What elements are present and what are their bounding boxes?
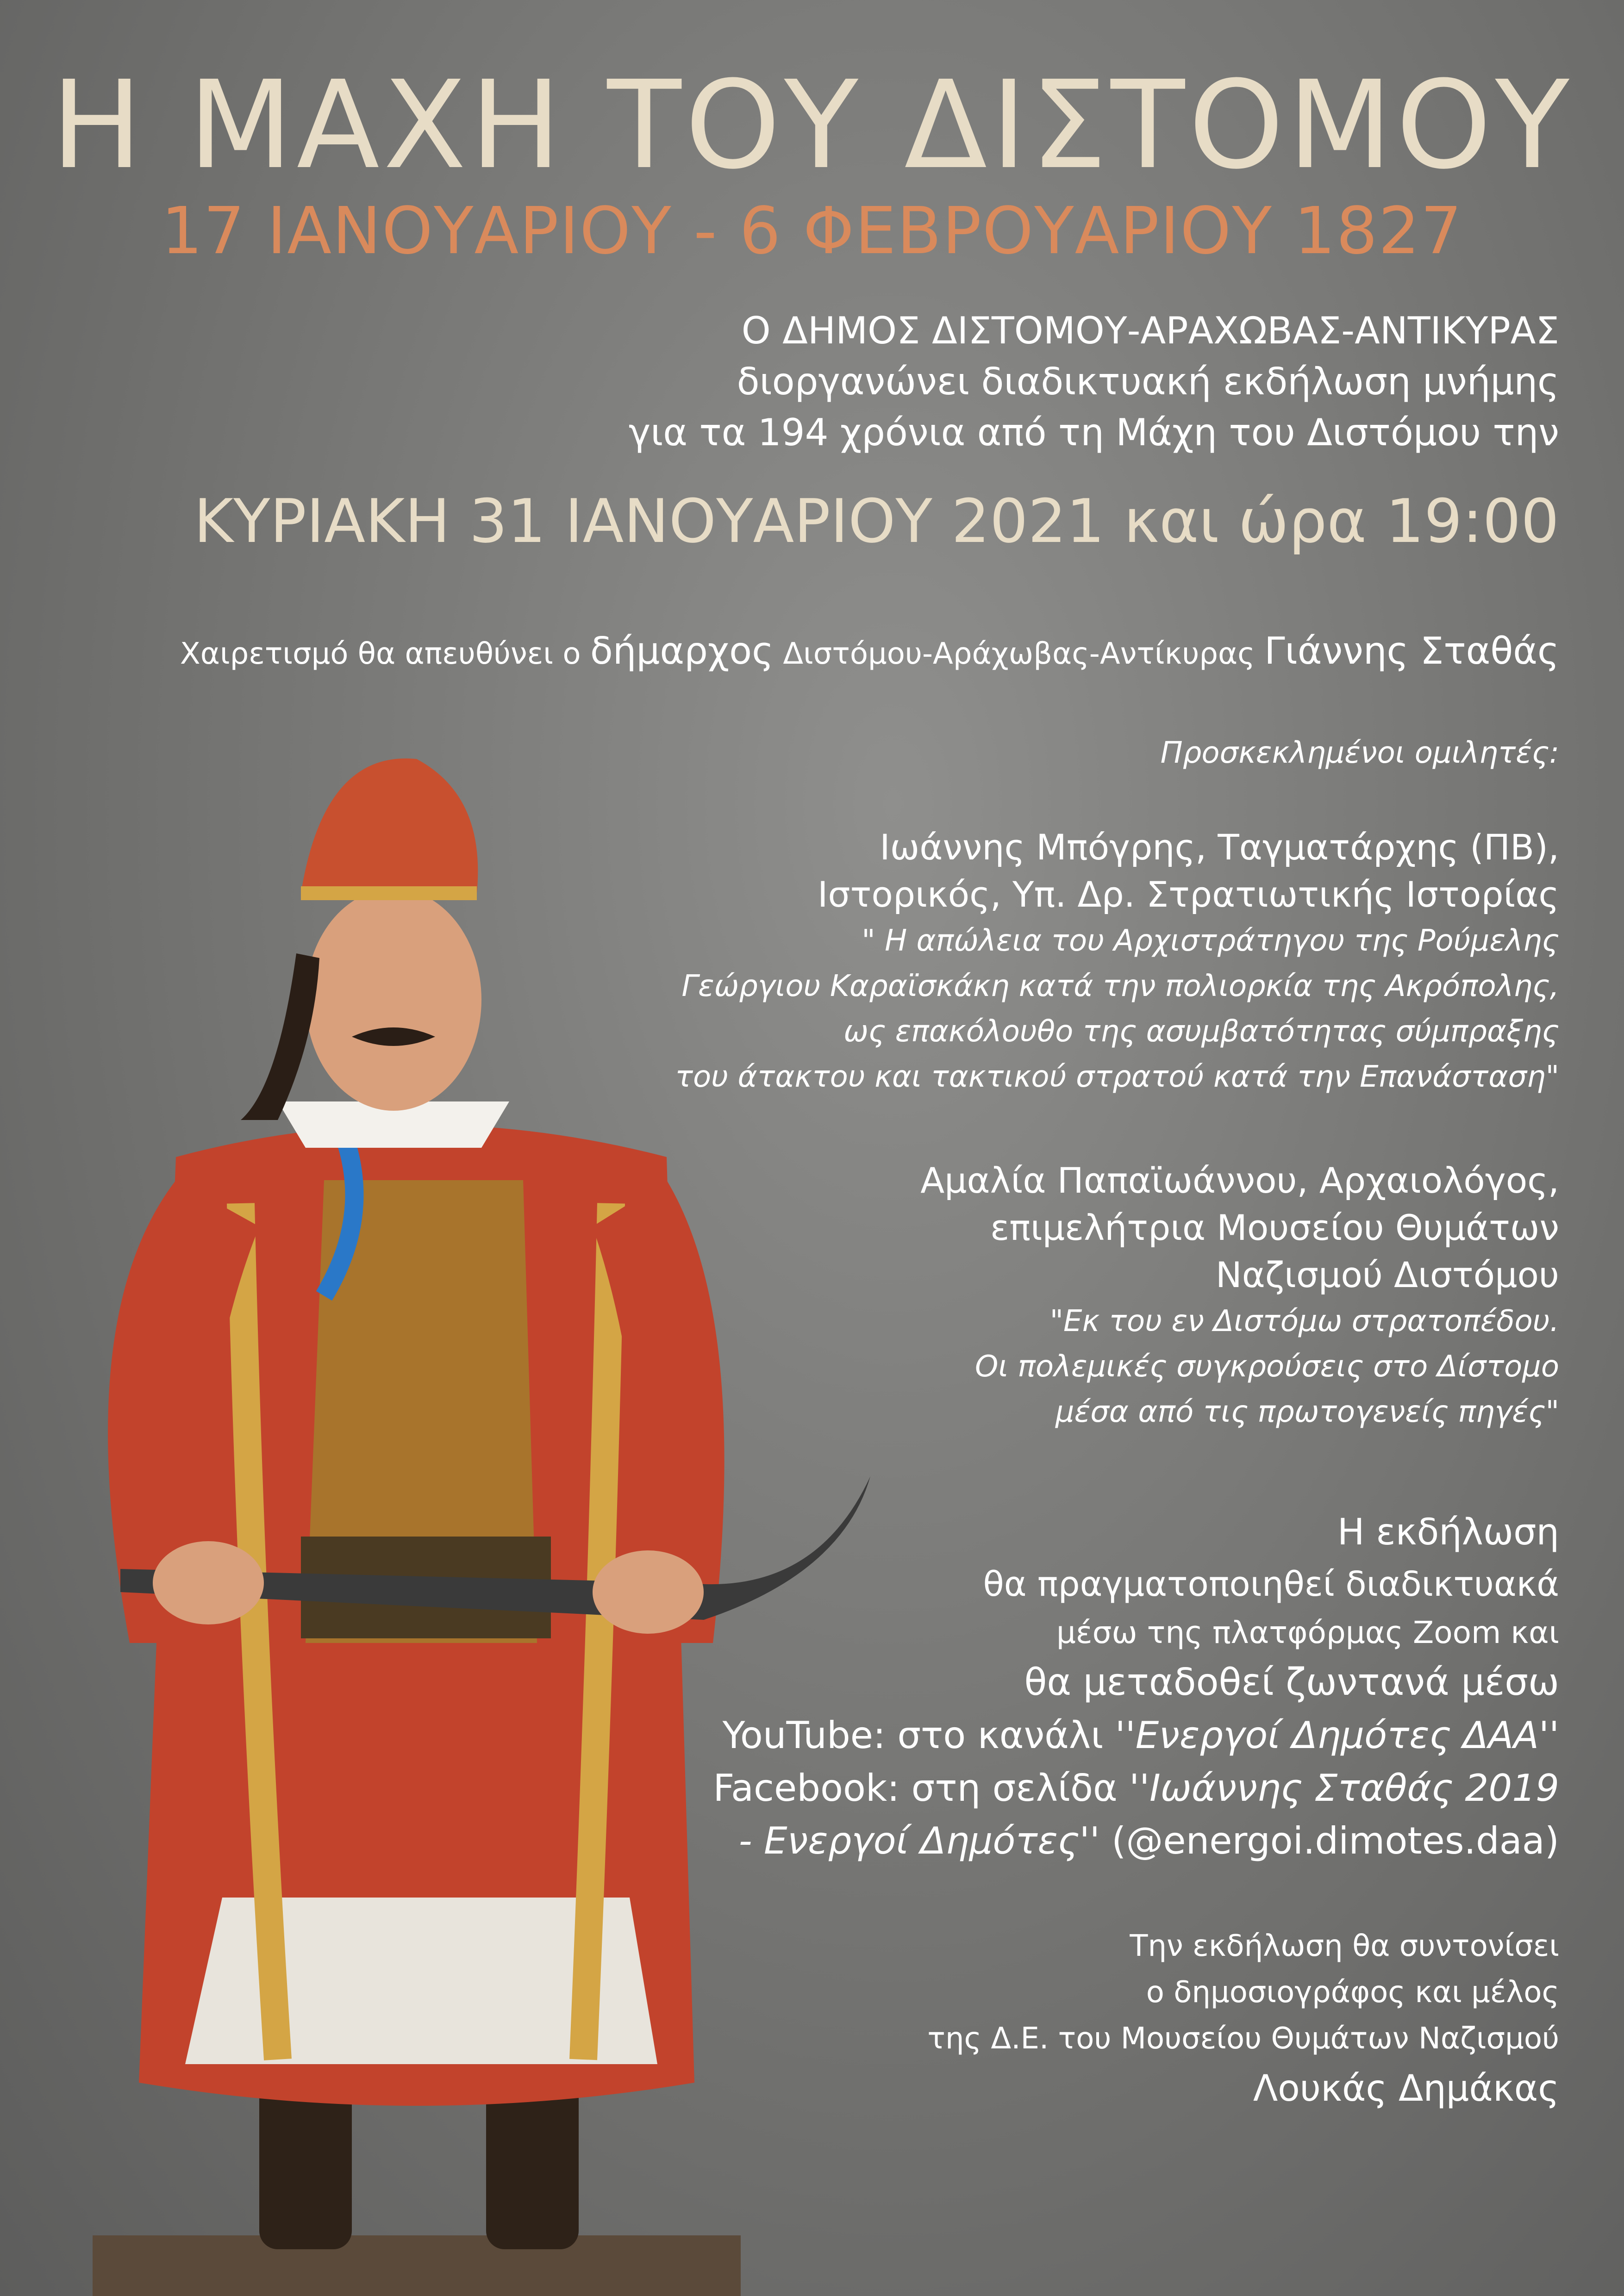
greeting-role: δήμαρχος xyxy=(590,629,774,672)
event-date: ΚΥΡΙΑΚΗ 31 ΙΑΝΟΥΑΡΙΟΥ 2021 xyxy=(194,486,1105,556)
facebook-label: Facebook: στη σελίδα xyxy=(713,1767,1118,1810)
figure-base xyxy=(93,2235,741,2296)
talk-title-line: Οι πολεμικές συγκρούσεις στο Δίστομο xyxy=(975,1350,1559,1384)
facebook-page: ''Ιωάννης Σταθάς 2019 xyxy=(1129,1767,1559,1810)
youtube-label: YouTube: στο κανάλι xyxy=(722,1714,1104,1757)
speaker-role: Ιστορικός, Υπ. Δρ. Στρατιωτικής Ιστορίας xyxy=(818,874,1559,915)
event-details xyxy=(713,1506,1559,1867)
greeting-prefix: Χαιρετισμό θα απευθύνει ο xyxy=(180,637,581,671)
event-line: θα πραγματοποιηθεί διαδικτυακά xyxy=(983,1564,1559,1604)
speaker-2 xyxy=(920,1157,1559,1435)
talk-title-line: " Η απώλεια του Αρχιστράτηγου της Ρούμελης xyxy=(862,924,1559,958)
event-datetime xyxy=(194,488,1559,554)
speaker-role: Ναζισμού Διστόμου xyxy=(1215,1254,1559,1295)
speaker-1 xyxy=(675,824,1559,1100)
coordinator-line: ο δημοσιογράφος και μέλος xyxy=(1146,1975,1559,2010)
youtube-channel: ''Ενεργοί Δημότες ΔΑΑ'' xyxy=(1115,1714,1559,1757)
intro-line: Ο ΔΗΜΟΣ ΔΙΣΤΟΜΟΥ-ΑΡΑΧΩΒΑΣ-ΑΝΤΙΚΥΡΑΣ xyxy=(741,309,1559,352)
greeting-municipality: Διστόμου-Αράχωβας-Αντίκυρας xyxy=(783,637,1255,671)
left-hand xyxy=(153,1541,264,1624)
battle-dates: 17 ΙΑΝΟΥΑΡΙΟΥ - 6 ΦΕΒΡΟΥΑΡΙΟΥ 1827 xyxy=(161,193,1463,269)
hair xyxy=(241,953,319,1120)
talk-title-line: ως επακόλουθο της ασυμβατότητας σύμπραξης xyxy=(843,1014,1559,1049)
event-line: θα μεταδοθεί ζωντανά μέσω xyxy=(1024,1661,1559,1704)
coordinator-line: Την εκδήλωση θα συντονίσει xyxy=(1130,1929,1559,1963)
right-hand xyxy=(593,1550,704,1634)
facebook-line xyxy=(713,1762,1559,1815)
coordinator-name: Λουκάς Δημάκας xyxy=(1253,2068,1559,2109)
youtube-line xyxy=(713,1709,1559,1762)
intro-line: διοργανώνει διαδικτυακή εκδήλωση μνήμης xyxy=(737,360,1559,403)
coordinator-line: της Δ.Ε. του Μουσείου Θυμάτων Ναζισμού xyxy=(927,2022,1559,2056)
event-title: Η ΜΑΧΗ ΤΟΥ ΔΙΣΤΟΜΟΥ xyxy=(51,55,1573,196)
event-line: μέσω της πλατφόρμας Zoom και xyxy=(1056,1615,1559,1650)
facebook-handle: (@energoi.dimotes.daa) xyxy=(1112,1819,1559,1862)
coordinator-block xyxy=(927,1923,1559,2116)
face xyxy=(306,889,481,1111)
talk-title-line: του άτακτου και τακτικού στρατού κατά την Επανάσταση" xyxy=(675,1060,1559,1094)
speaker-role: επιμελήτρια Μουσείου Θυμάτων xyxy=(990,1207,1559,1248)
event-time: και ώρα 19:00 xyxy=(1124,486,1559,556)
speakers-heading: Προσκεκλημένοι ομιλητές: xyxy=(1160,736,1559,770)
talk-title-line: Γεώργιου Καραϊσκάκη κατά την πολιορκία της Ακρόπολης, xyxy=(681,969,1559,1003)
talk-title-line: "Εκ του εν Διστόμω στρατοπέδου. xyxy=(1049,1304,1559,1338)
speaker-name: Ιωάννης Μπόγρης, Ταγματάρχης (ΠΒ), xyxy=(880,827,1559,868)
talk-title-line: μέσα από τις πρωτογενείς πηγές" xyxy=(1055,1395,1559,1429)
red-fez xyxy=(301,759,478,893)
event-line: Η εκδήλωση xyxy=(1337,1512,1559,1553)
facebook-line-2 xyxy=(713,1815,1559,1867)
speaker-name: Αμαλία Παπαϊωάννου, Αρχαιολόγος, xyxy=(920,1160,1559,1201)
facebook-page-cont: - Ενεργοί Δημότες'' xyxy=(738,1819,1100,1862)
intro-text xyxy=(629,305,1559,458)
greeting-name: Γιάννης Σταθάς xyxy=(1264,629,1559,672)
greeting-line xyxy=(56,629,1559,672)
intro-line: για τα 194 χρόνια από τη Μάχη του Διστόμου την xyxy=(628,411,1559,454)
